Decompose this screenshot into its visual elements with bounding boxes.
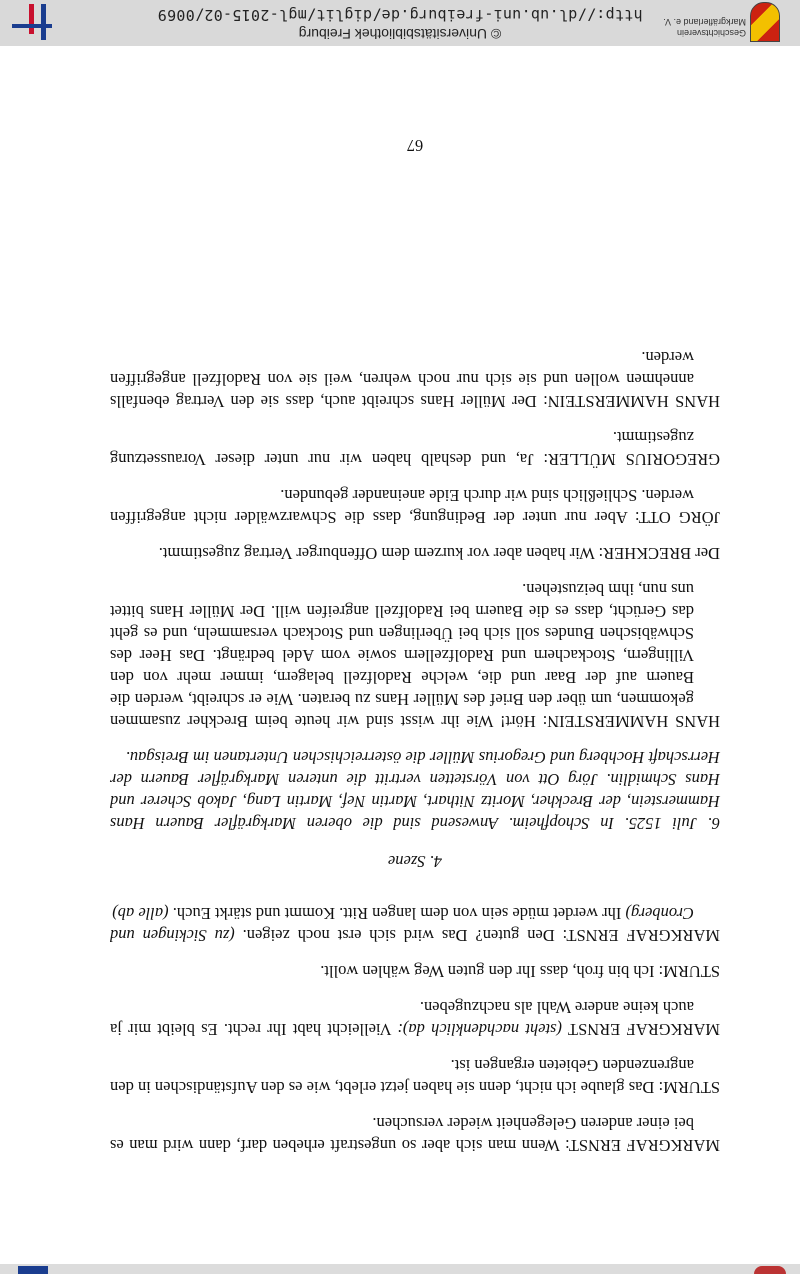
speaker-name: HANS HAMMERSTEIN: [542, 712, 720, 731]
dialogue-text: Den guten? Das wird sich erst noch zeigen. [242, 926, 555, 945]
stage-direction: (alle ab) [112, 904, 169, 923]
dialogue-text: Das glaube ich nicht, denn sie haben jetzt erlebt, wie es den Aufständischen in den angrenzenden Gebieten ergangen ist. [110, 1056, 694, 1097]
permalink-url[interactable]: http://dl.ub.uni-freiburg.de/diglit/mgl-2015-02/0069 [157, 6, 643, 24]
scene-heading: 4. Szene [387, 852, 443, 871]
speaker-name: MARKGRAF ERNST: [562, 926, 720, 945]
library-logo-icon [12, 4, 52, 40]
scene-description: 6. Juli 1525. In Schopfheim. Anwesend sind die oberen Markgräfler Bauern Hans Hammerstein, der Breckher, Moritz Nithart, Martin Nef, Martin Lang, Jakob Scherer und Hans Schmidlin. Jörg Ott von Vörstetten vertritt die unteren Markgräfler Bauern der Herrschaft Hochberg und Gregorius Müller die österreichischen Untertanen im Breisgau. [110, 748, 720, 833]
stage-direction: (steht nachdenklich da): [397, 1020, 563, 1039]
dialogue-paragraph [110, 578, 720, 732]
dialogue-paragraph [110, 1054, 720, 1098]
document-page [109, 136, 720, 1156]
society-name-line: Geschichtsverein [676, 28, 746, 38]
dialogue-text: Wenn man sich aber so ungestraft erheben darf, dann wird man es bei einer anderen Gelegenheit wieder versuchen. [110, 1114, 694, 1155]
dialogue-paragraph [110, 902, 720, 946]
society-name [663, 16, 746, 38]
dialogue-paragraph [110, 996, 720, 1040]
speaker-name: STURM: [658, 1078, 720, 1097]
dialogue-paragraph [110, 484, 720, 528]
dialogue-text: Aber nur unter der Bedingung, dass die Schwarzwälder nicht angegriffen werden. Schließlich sind wir durch Eide aneinander gebunden. [110, 486, 694, 527]
page-number: 67 [406, 136, 424, 155]
library-logo-icon [18, 1266, 48, 1274]
dialogue-text: Hört! Wie ihr wisst sind wir heute beim Breckher zusammen gekommen, um über den Brief des Müller Hans zu beraten. Wie er schreibt, werden die Bauern auf der Baar und die, welche Radolfzell belagern, immer mehr von den Villingern, Stockachern und Radolfzellern sowie vom Adel bedrängt. Das Heer des Schwäbischen Bundes soll sich bei Überlingen und Stockach versammeln, und es geht das Gerücht, dass es die Bauern bei Radolfzell angreifen will. Der Müller Hans bittet uns nun, ihm beizustehen. [109, 580, 694, 731]
society-name-line: Markgräflerland e. V. [663, 17, 746, 27]
speaker-name: STURM: [658, 962, 720, 981]
dialogue-paragraph [110, 542, 720, 564]
speaker-name: JÖRG OTT: [634, 508, 720, 527]
speaker-name: GREGORIUS MÜLLER: [543, 450, 720, 469]
dialogue-text: Ich bin froh, dass Ihr den guten Weg wählen wollt. [320, 962, 655, 981]
dialogue-paragraph [110, 960, 720, 982]
dialogue-text: Der Müller Hans schreibt auch, dass sie den Vertrag ebenfalls annehmen wollen und sie sich nur noch wehren, weil sie von Radolfzell angegriffen werden. [109, 348, 694, 411]
viewer-top-bar [0, 1264, 800, 1274]
dialogue-text: Vielleicht habt Ihr recht. Es bleibt mir ja auch keine andere Wahl als nachzugeben. [110, 998, 694, 1039]
dialogue-paragraph [110, 426, 720, 470]
dialogue-paragraph [110, 1112, 720, 1156]
coat-of-arms-icon [754, 1266, 786, 1274]
speaker-name: MARKGRAF ERNST [568, 1020, 720, 1039]
speaker-name: HANS HAMMERSTEIN: [543, 392, 720, 411]
coat-of-arms-icon [750, 2, 780, 42]
speaker-name: Der BRECKHER: [598, 544, 720, 563]
dialogue-text: Ihr werdet müde sein von dem langen Ritt. Kommt und stärkt Euch. [172, 904, 622, 923]
speaker-name: MARKGRAF ERNST: [564, 1136, 720, 1155]
dialogue-text: Ja, und deshalb haben wir nur unter dieser Voraussetzung zugestimmt. [110, 428, 694, 469]
dialogue-paragraph [110, 346, 720, 412]
dialogue-text: Wir haben aber vor kurzem dem Offenburger Vertrag zugestimmt. [158, 544, 595, 563]
stage-direction: (zu Sickingen und Cronberg) [109, 904, 694, 945]
copyright-notice: © Universitätsbibliothek Freiburg [298, 26, 502, 42]
